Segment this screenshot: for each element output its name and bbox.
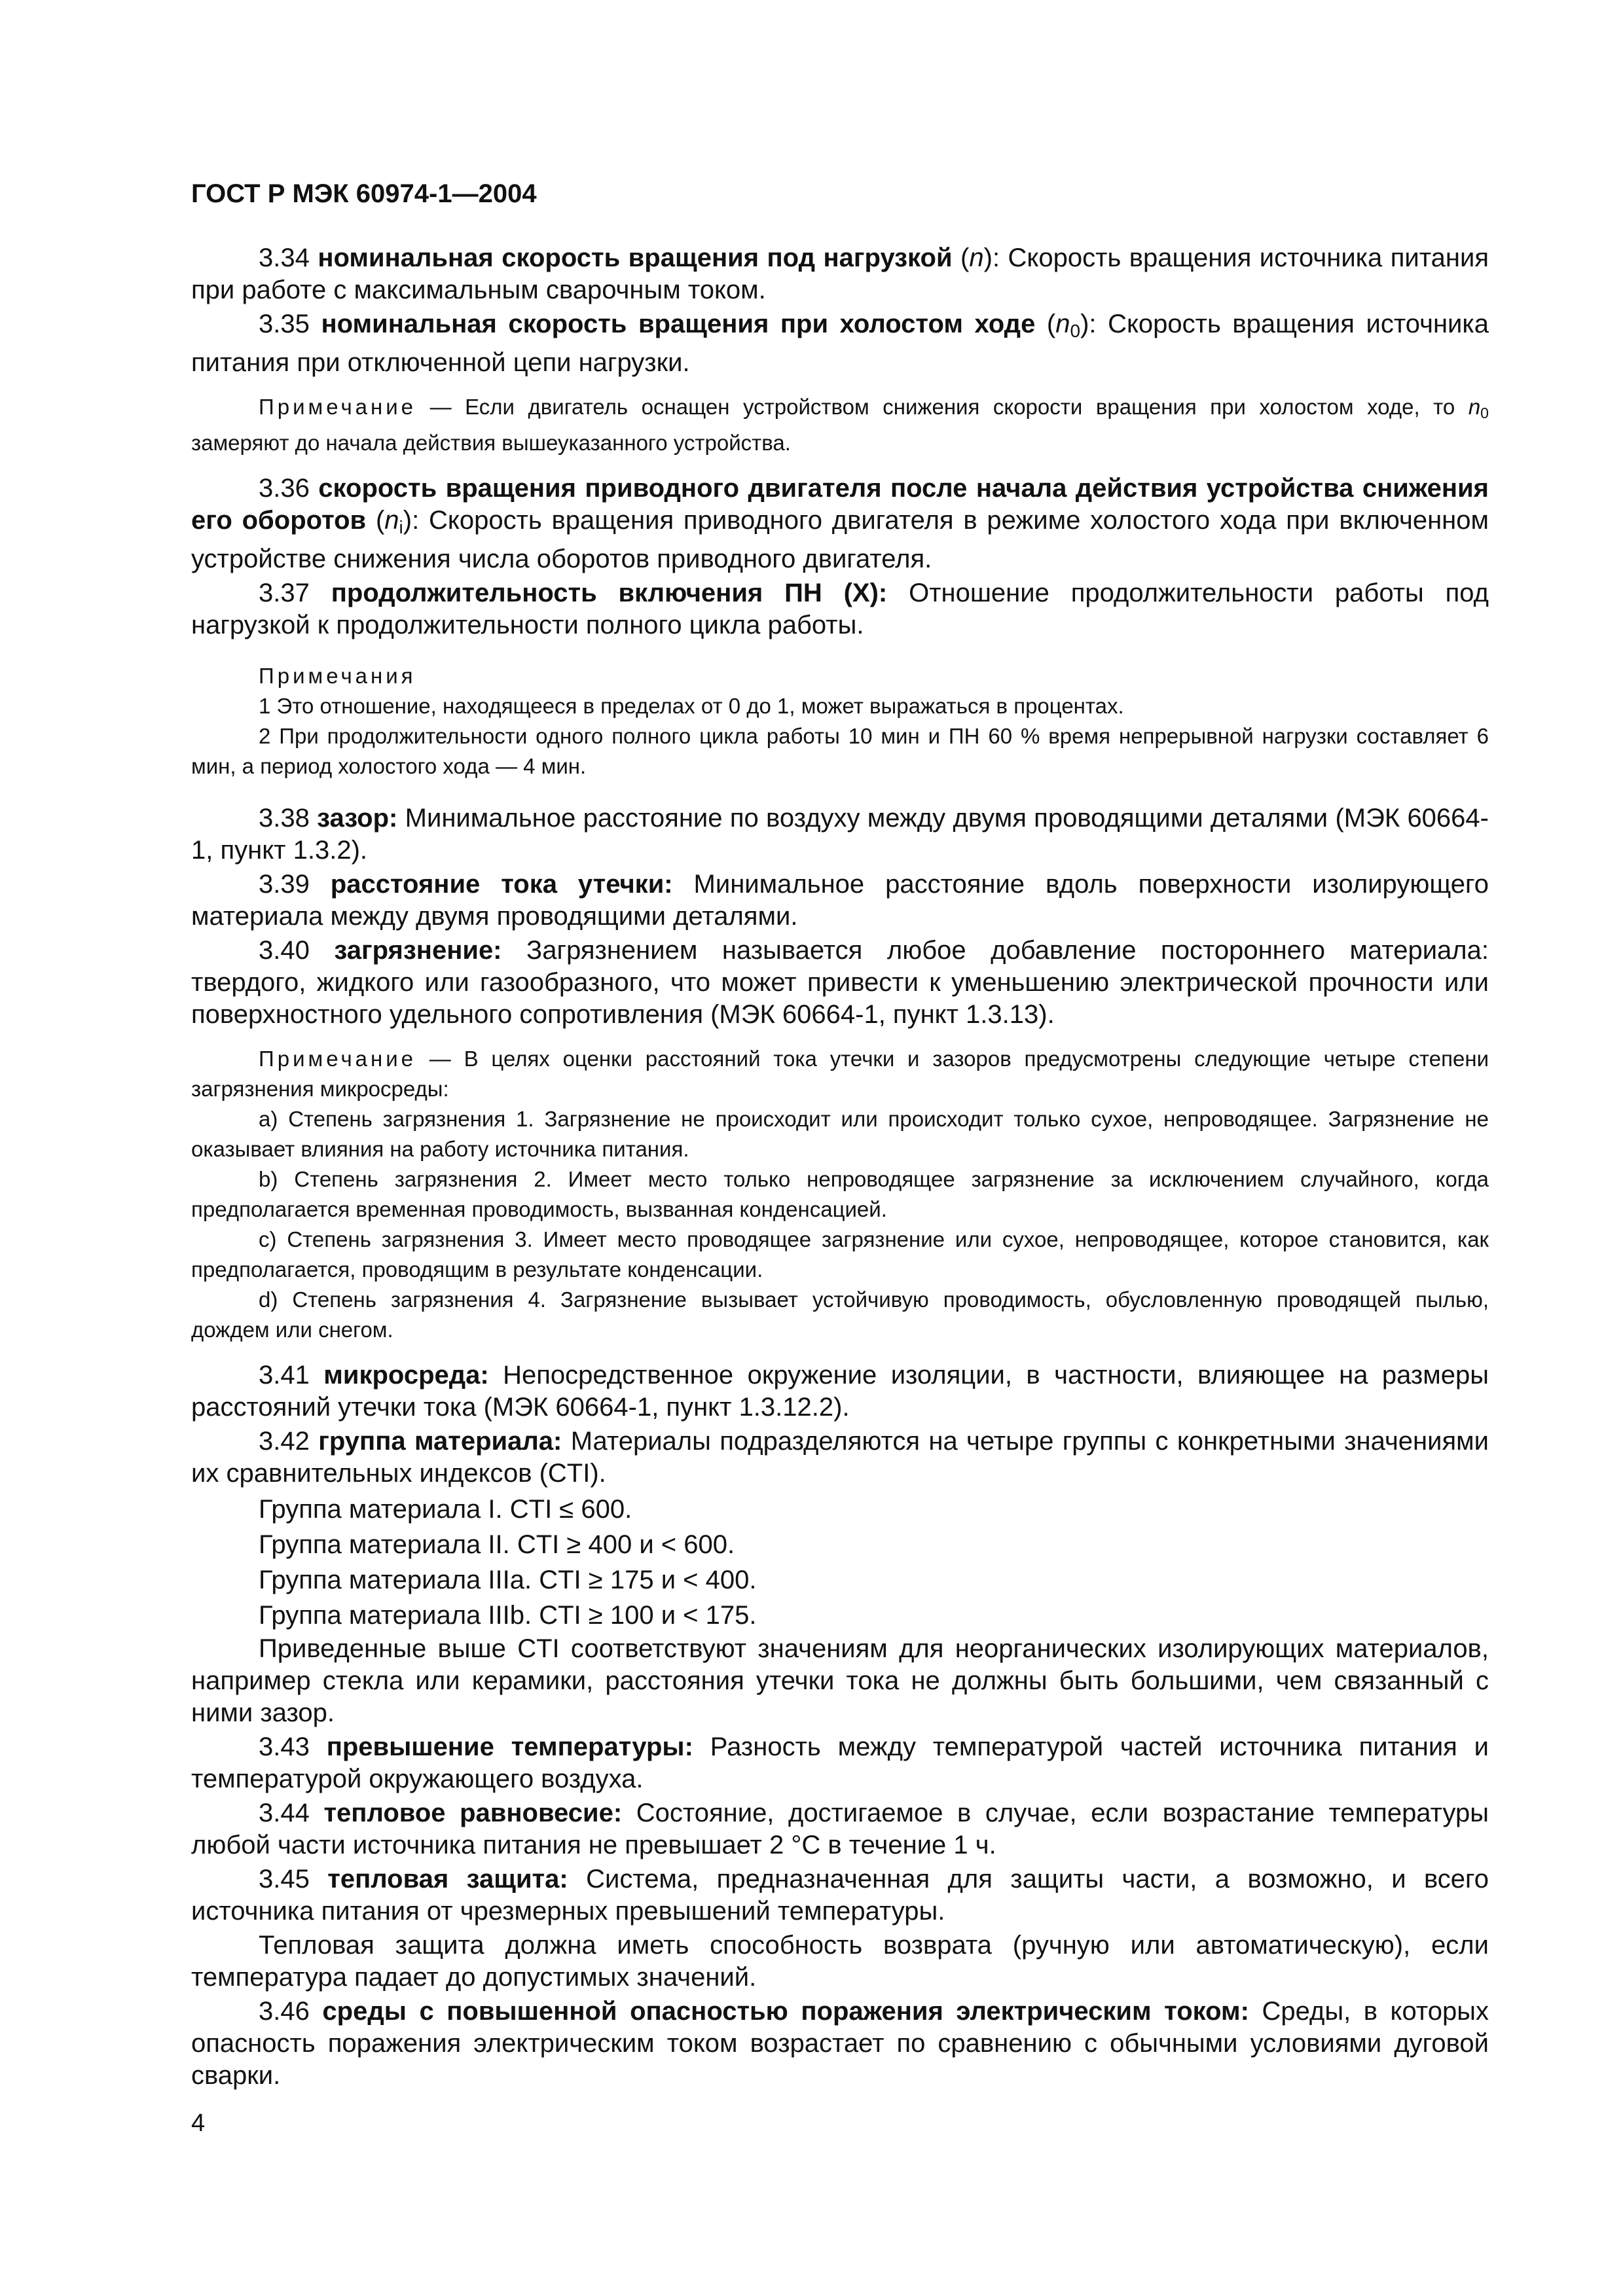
definition: Состояние, достигаемое в случае, если возрастание температуры любой части источника питания не превышает 2 °С в течение 1 ч. bbox=[191, 1798, 1489, 1859]
pollution-degree-3: c) Степень загрязнения 3. Имеет место проводящее загрязнение или сухое, непроводящее, которое становится, как предполагается, проводящим в результате конденсации. bbox=[191, 1227, 1489, 1282]
clause-number: 3.38 bbox=[259, 803, 310, 833]
definition: Минимальное расстояние по воздуху между двумя проводящими деталями (МЭК 60664-1, пункт 1.3.2). bbox=[191, 803, 1489, 865]
clause-3-43 bbox=[191, 1731, 1489, 1795]
clause-3-35 bbox=[191, 308, 1489, 379]
dash: — bbox=[416, 1046, 464, 1071]
term: номинальная скорость вращения под нагрузкой bbox=[318, 243, 953, 272]
subscript: i bbox=[399, 516, 403, 537]
page-number: 4 bbox=[191, 2109, 206, 2137]
note-pollution-degrees bbox=[191, 1044, 1489, 1345]
clause-3-38 bbox=[191, 802, 1489, 867]
paren: ( bbox=[1035, 310, 1056, 338]
term: расстояние тока утечки: bbox=[330, 869, 673, 899]
clause-3-39 bbox=[191, 869, 1489, 933]
symbol: n bbox=[969, 243, 984, 272]
definition: ): Скорость вращения источника питания при отключенной цепи нагрузки. bbox=[191, 310, 1489, 377]
clause-number: 3.39 bbox=[259, 869, 310, 899]
term: группа материала: bbox=[318, 1426, 562, 1456]
paren: ( bbox=[366, 505, 385, 535]
definition: Среды, в которых опасность поражения электрическим током возрастает по сравнению с обычными условиями дуговой сварки. bbox=[191, 1996, 1489, 2090]
note-item-2: 2 При продолжительности одного полного цикла работы 10 мин и ПН 60 % время непрерывной нагрузки составляет 6 мин, а период холостого хода — 4 мин. bbox=[191, 723, 1489, 778]
pollution-degree-4: d) Степень загрязнения 4. Загрязнение вызывает устойчивую проводимость, обусловленную проводящей пылью, дождем или снегом. bbox=[191, 1287, 1489, 1342]
definition: Система, предназначенная для защиты части, а возможно, и всего источника питания от чрезмерных превышений температуры. bbox=[191, 1864, 1489, 1926]
definition: ): Скорость вращения приводного двигателя в режиме холостого хода при включенном устройстве снижения числа оборотов приводного двигателя. bbox=[191, 505, 1489, 573]
note-intro bbox=[191, 1044, 1489, 1104]
clause-number: 3.36 bbox=[259, 473, 310, 503]
symbol: n bbox=[1055, 310, 1070, 338]
clause-number: 3.46 bbox=[259, 1996, 310, 2026]
subscript: 0 bbox=[1480, 404, 1489, 422]
note-text bbox=[191, 392, 1489, 458]
clause-number: 3.44 bbox=[259, 1798, 310, 1827]
subscript: 0 bbox=[1070, 321, 1081, 341]
term: скорость вращения приводного двигателя после начала действия устройства снижения его оборотов bbox=[191, 473, 1489, 535]
clause-number: 3.45 bbox=[259, 1864, 310, 1893]
clause-number: 3.37 bbox=[259, 578, 310, 607]
definition: ): Скорость вращения источника питания при работе с максимальным сварочным током. bbox=[191, 243, 1489, 304]
term: среды с повышенной опасностью поражения электрическим током: bbox=[322, 1996, 1249, 2026]
clause-number: 3.42 bbox=[259, 1426, 310, 1456]
material-group-IIIa: Группа материала IIIa. CTI ≥ 175 и < 400. bbox=[259, 1565, 757, 1594]
clause-number: 3.41 bbox=[259, 1360, 310, 1390]
standard-header: ГОСТ Р МЭК 60974-1—2004 bbox=[191, 179, 537, 208]
clause-number: 3.40 bbox=[259, 935, 310, 965]
term: номинальная скорость вращения при холостом ходе bbox=[321, 310, 1036, 338]
clause-3-34 bbox=[191, 242, 1489, 306]
definition: Загрязнением называется любое добавление постороннего материала: твердого, жидкого или газообразного, что может привести к уменьшению электрической прочности или поверхностного удельного сопротивления (МЭК 60664-1, пункт 1.3.13). bbox=[191, 935, 1489, 1029]
definition: Минимальное расстояние вдоль поверхности изолирующего материала между двумя проводящими деталями. bbox=[191, 869, 1489, 931]
clause-3-41 bbox=[191, 1359, 1489, 1424]
term: продолжительность включения ПН (X): bbox=[331, 578, 888, 607]
pollution-degree-1: a) Степень загрязнения 1. Загрязнение не происходит или происходит только сухое, непроводящее. Загрязнение не оказывает влияния на работу источника питания. bbox=[191, 1106, 1489, 1161]
notes-duty-cycle bbox=[191, 661, 1489, 781]
definition: Отношение продолжительности работы под нагрузкой к продолжительности полного цикла работы. bbox=[191, 578, 1489, 639]
dash: — bbox=[416, 395, 465, 419]
symbol: n bbox=[384, 505, 399, 535]
notes-title: Примечания bbox=[259, 663, 416, 688]
note-body: Если двигатель оснащен устройством снижения скорости вращения при холостом ходе, то bbox=[465, 395, 1468, 419]
paren: ( bbox=[952, 243, 970, 272]
material-group-IIIb: Группа материала IIIb. CTI ≥ 100 и < 175. bbox=[259, 1600, 757, 1630]
clause-3-36 bbox=[191, 473, 1489, 575]
note-rotation-speed bbox=[191, 392, 1489, 458]
clause-number: 3.34 bbox=[259, 243, 310, 272]
definition: Материалы подразделяются на четыре группы с конкретными значениями их сравнительных индексов (CTI). bbox=[191, 1426, 1489, 1488]
pollution-degree-2: b) Степень загрязнения 2. Имеет место только непроводящее загрязнение за исключением случайного, когда предполагается временная проводимость, вызванная конденсацией. bbox=[191, 1166, 1489, 1221]
definition: Непосредственное окружение изоляции, в частности, влияющее на размеры расстояний утечки тока (МЭК 60664-1, пункт 1.3.12.2). bbox=[191, 1360, 1489, 1422]
clause-3-46 bbox=[191, 1996, 1489, 2092]
term: зазор: bbox=[317, 803, 398, 833]
term: микросреда: bbox=[323, 1360, 489, 1390]
term: превышение температуры: bbox=[326, 1732, 693, 1761]
definition: Разность между температурой частей источника питания и температурой окружающего воздуха. bbox=[191, 1732, 1489, 1793]
clause-number: 3.35 bbox=[259, 310, 310, 338]
clause-3-37 bbox=[191, 577, 1489, 641]
note-body: В целях оценки расстояний тока утечки и зазоров предусмотрены следующие четыре степени загрязнения микросреды: bbox=[191, 1046, 1489, 1101]
note-body-end: замеряют до начала действия вышеуказанного устройства. bbox=[191, 430, 791, 455]
term: тепловая защита: bbox=[327, 1864, 568, 1893]
clause-3-45 bbox=[191, 1863, 1489, 1928]
clause-3-44 bbox=[191, 1797, 1489, 1861]
material-group-I: Группа материала I. CTI ≤ 600. bbox=[259, 1494, 632, 1524]
note-title: Примечание bbox=[259, 395, 417, 419]
symbol: n bbox=[1468, 395, 1481, 419]
term: загрязнение: bbox=[334, 935, 502, 965]
note-item-1: 1 Это отношение, находящееся в пределах от 0 до 1, может выражаться в процентах. bbox=[259, 693, 1124, 718]
thermal-protection-note: Тепловая защита должна иметь способность возврата (ручную или автоматическую), если температура падает до допустимых значений. bbox=[191, 1930, 1489, 1992]
clause-number: 3.43 bbox=[259, 1732, 310, 1761]
cti-explanation: Приведенные выше CTI соответствуют значениям для неорганических изолирующих материалов, например стекла или керамики, расстояния утечки тока не должны быть большими, чем связанный с ними зазор. bbox=[191, 1634, 1489, 1727]
clause-3-42 bbox=[191, 1426, 1489, 1490]
clause-3-40 bbox=[191, 935, 1489, 1031]
note-title: Примечание bbox=[259, 1046, 417, 1071]
material-group-II: Группа материала II. CTI ≥ 400 и < 600. bbox=[259, 1530, 735, 1559]
term: тепловое равновесие: bbox=[323, 1798, 623, 1827]
